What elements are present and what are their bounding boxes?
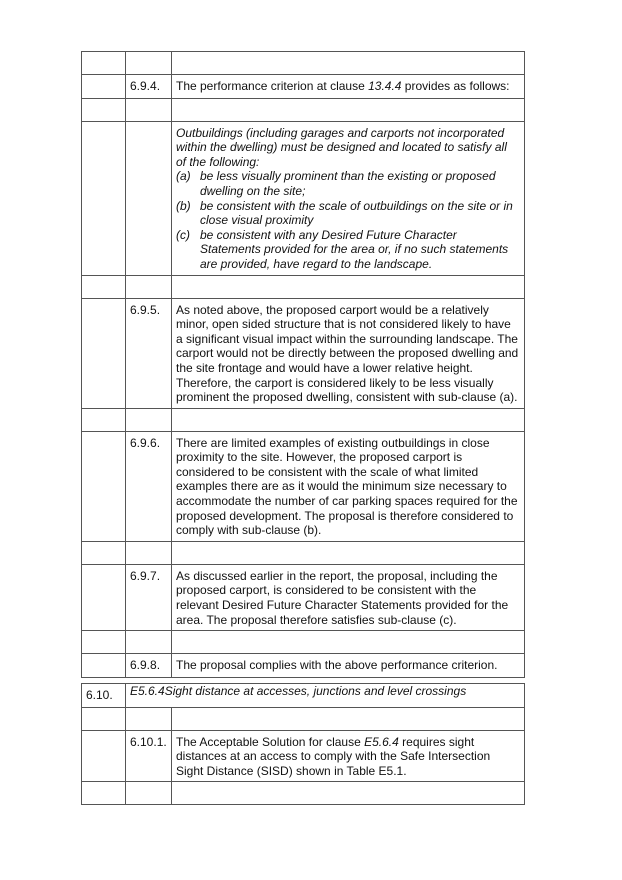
clause-text: There are limited examples of existing outbuildings in close proximity to the site. However, the proposed carport is considered to be consistent with the scale of what limited examples there are as it would the minimum size necessary to accommodate the number of car parking spaces required for the proposed development. The proposal is therefore considered to comply with sub-clause (b). xyxy=(172,431,525,541)
clause-text: The proposal complies with the above performance criterion. xyxy=(172,654,525,678)
clause-number: 6.9.7. xyxy=(126,564,172,630)
blank-row xyxy=(82,98,525,121)
clause-number: 6.9.6. xyxy=(126,431,172,541)
list-item: (c) be consistent with any Desired Future Character Statements provided for the area or, if no such statements are provided, have regard to the landscape. xyxy=(176,227,509,271)
list-item: (b) be consistent with the scale of outbuildings on the site or in close visual proximity xyxy=(176,198,513,228)
blank-row xyxy=(82,782,525,805)
clause-number: 6.9.8. xyxy=(126,654,172,678)
table-row xyxy=(82,121,525,275)
blank-row xyxy=(82,408,525,431)
clause-text: The Acceptable Solution for clause E5.6.4 requires sight distances at an access to comply with the Safe Intersection Sight Distance (SISD) shown in Table E5.1. xyxy=(172,730,525,782)
clause-text: As discussed earlier in the report, the proposal, including the proposed carport, is considered to be consistent with the relevant Desired Future Character Statements provided for the area. The proposal therefore satisfies sub-clause (c). xyxy=(172,564,525,630)
table-row xyxy=(82,431,525,541)
table-row xyxy=(82,730,525,782)
section-title: E5.6.4Sight distance at accesses, junctions and level crossings xyxy=(126,684,525,708)
clause-number: 6.9.4. xyxy=(126,75,172,99)
list-item: (a) be less visually prominent than the existing or proposed dwelling on the site; xyxy=(176,169,496,198)
assessment-table-outbuildings xyxy=(81,51,525,678)
clause-reference: E5.6.4 xyxy=(364,734,399,749)
blank-row xyxy=(82,275,525,298)
clause-text: The performance criterion at clause 13.4.4 provides as follows: xyxy=(172,75,525,99)
performance-criterion-quote xyxy=(172,121,525,275)
clause-number: 6.9.5. xyxy=(126,298,172,408)
blank-row xyxy=(82,707,525,730)
section-heading-row xyxy=(82,684,525,708)
table-row xyxy=(82,564,525,630)
quote-intro: Outbuildings (including garages and carports not incorporated within the dwelling) must be designed and located to satisfy all of the following: xyxy=(176,125,507,169)
section-number: 6.10. xyxy=(82,684,126,708)
table-row xyxy=(82,298,525,408)
criterion-list xyxy=(176,169,520,271)
clause-text: As noted above, the proposed carport would be a relatively minor, open sided structure that is not considered likely to have a significant visual impact within the surrounding landscape. The carport would not be directly between the proposed dwelling and the site frontage and would have a lower relative height. Therefore, the carport is considered likely to be less visually prominent the proposed dwelling, consistent with sub-clause (a). xyxy=(172,298,525,408)
blank-row xyxy=(82,541,525,564)
table-row xyxy=(82,75,525,99)
table-row xyxy=(82,654,525,678)
blank-row xyxy=(82,52,525,75)
clause-number: 6.10.1. xyxy=(126,730,172,782)
assessment-table-sight-distance xyxy=(81,683,525,805)
clause-reference: 13.4.4 xyxy=(368,79,402,93)
blank-row xyxy=(82,631,525,654)
